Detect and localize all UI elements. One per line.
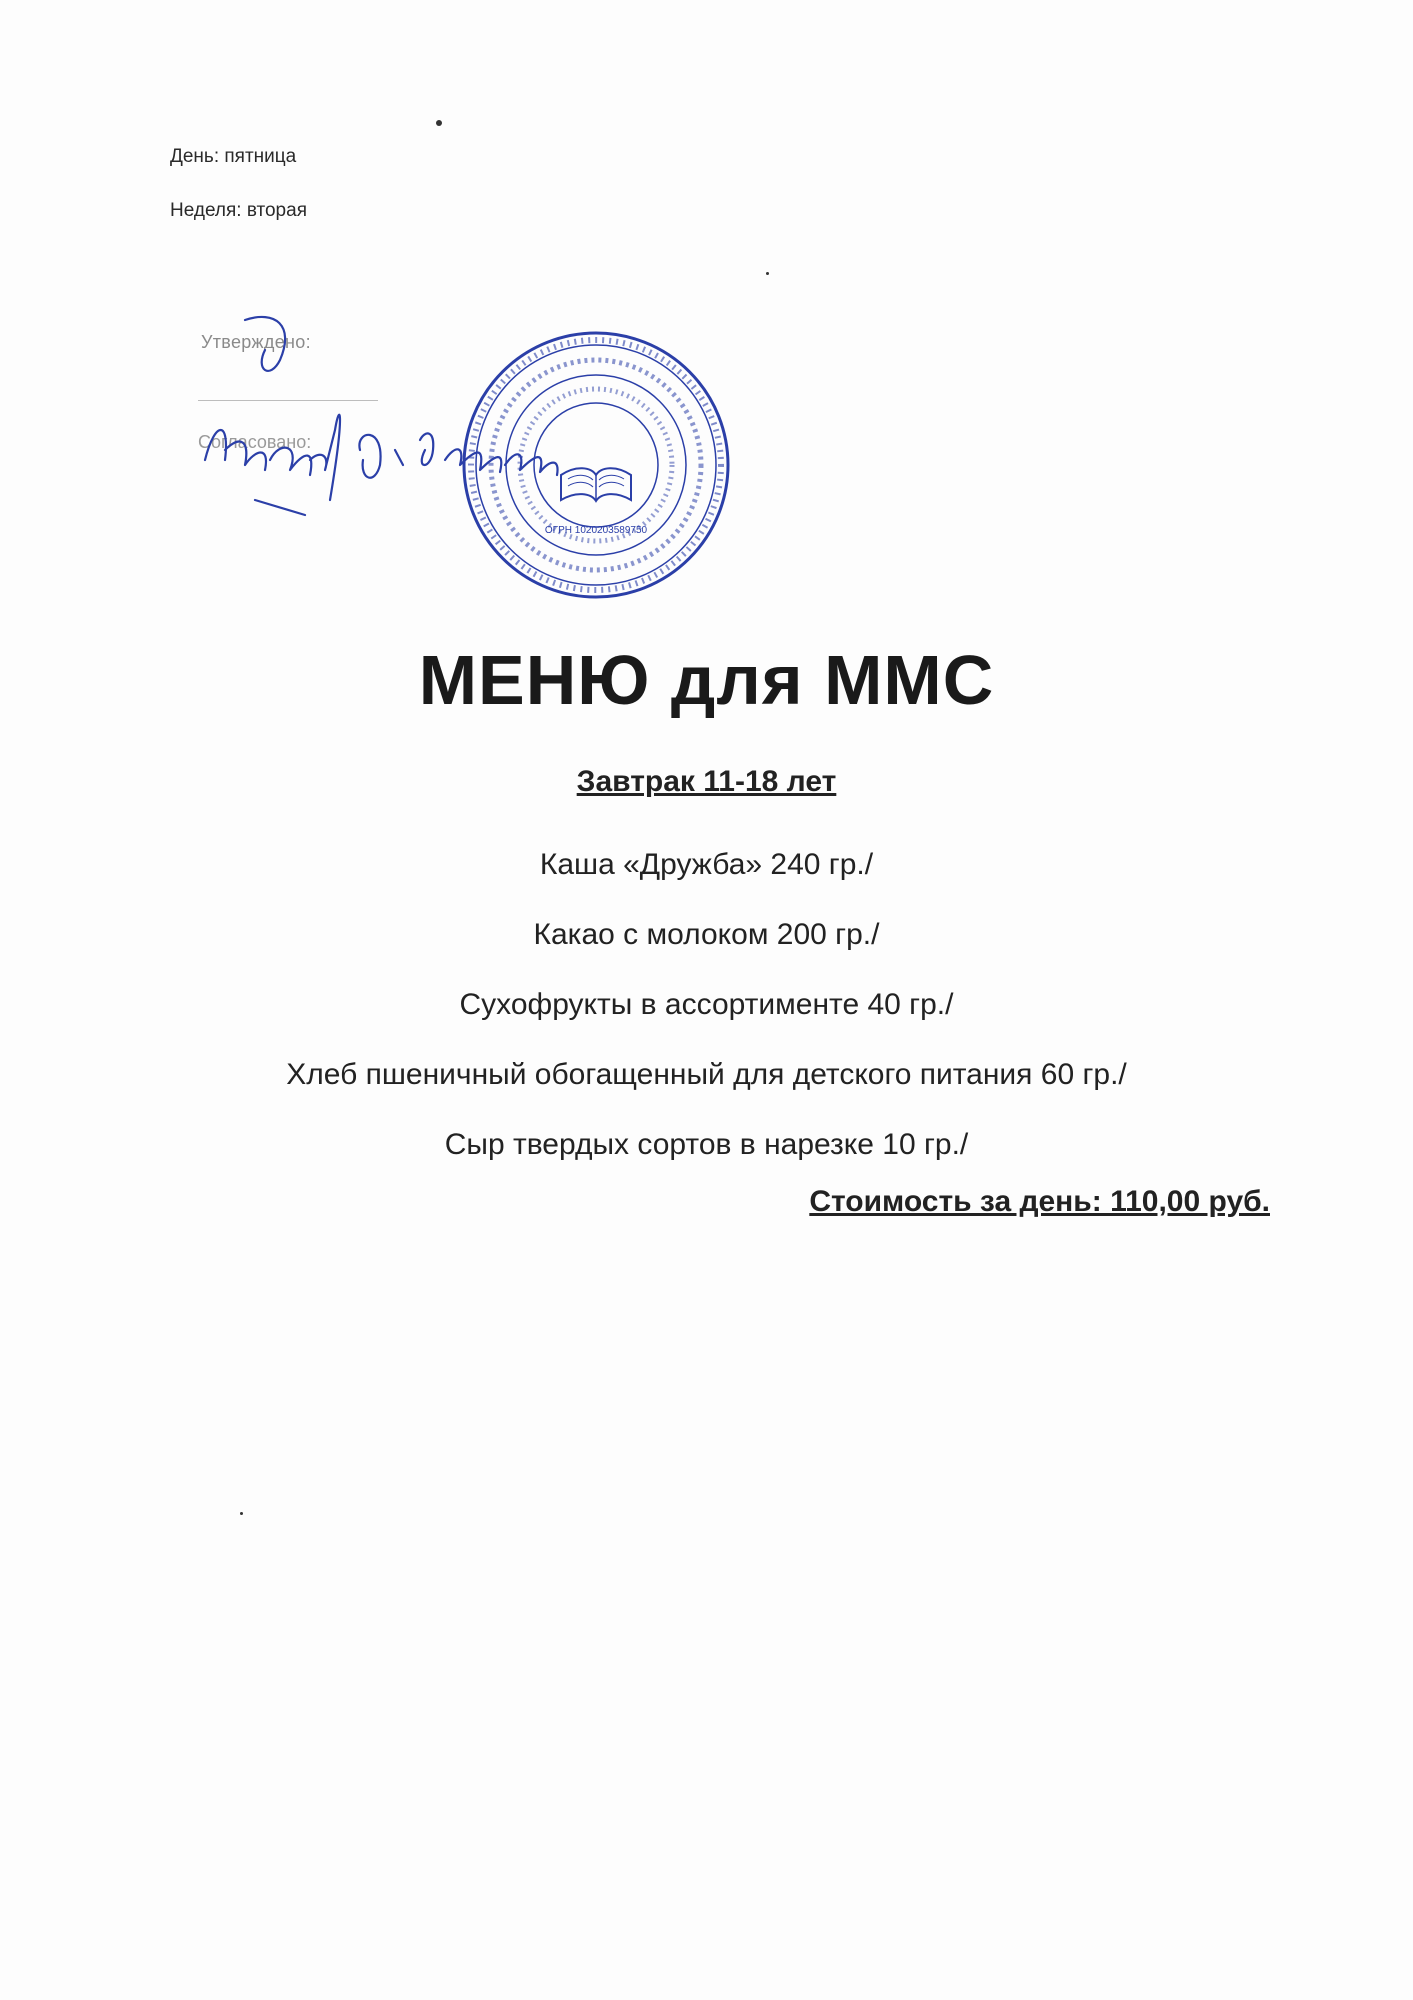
section-title: Завтрак 11-18 лет xyxy=(576,765,837,798)
scan-speck xyxy=(766,272,769,275)
agreed-label: Согласовано: xyxy=(198,432,312,452)
menu-items-list xyxy=(0,830,1413,1180)
day-label: День: пятница xyxy=(170,146,297,167)
menu-item: Хлеб пшеничный обогащенный для детского питания 60 гр./ xyxy=(286,1058,1127,1091)
daily-cost-total: Стоимость за день: 110,00 руб. xyxy=(809,1185,1270,1218)
menu-item: Сыр твердых сортов в нарезке 10 гр./ xyxy=(444,1128,969,1161)
stamp-registration-number: ОГРН 1020203589750 xyxy=(544,525,648,536)
page-title: МЕНЮ для ММС xyxy=(418,641,995,719)
scan-speck xyxy=(436,120,442,126)
menu-item: Сухофрукты в ассортименте 40 гр./ xyxy=(459,988,954,1021)
menu-item: Какао с молоком 200 гр./ xyxy=(533,918,880,951)
menu-item: Каша «Дружба» 240 гр./ xyxy=(539,848,874,881)
scan-speck xyxy=(240,1512,243,1515)
week-label: Неделя: вторая xyxy=(170,200,307,221)
approved-label: Утверждено: xyxy=(201,332,311,352)
official-stamp xyxy=(456,325,736,605)
